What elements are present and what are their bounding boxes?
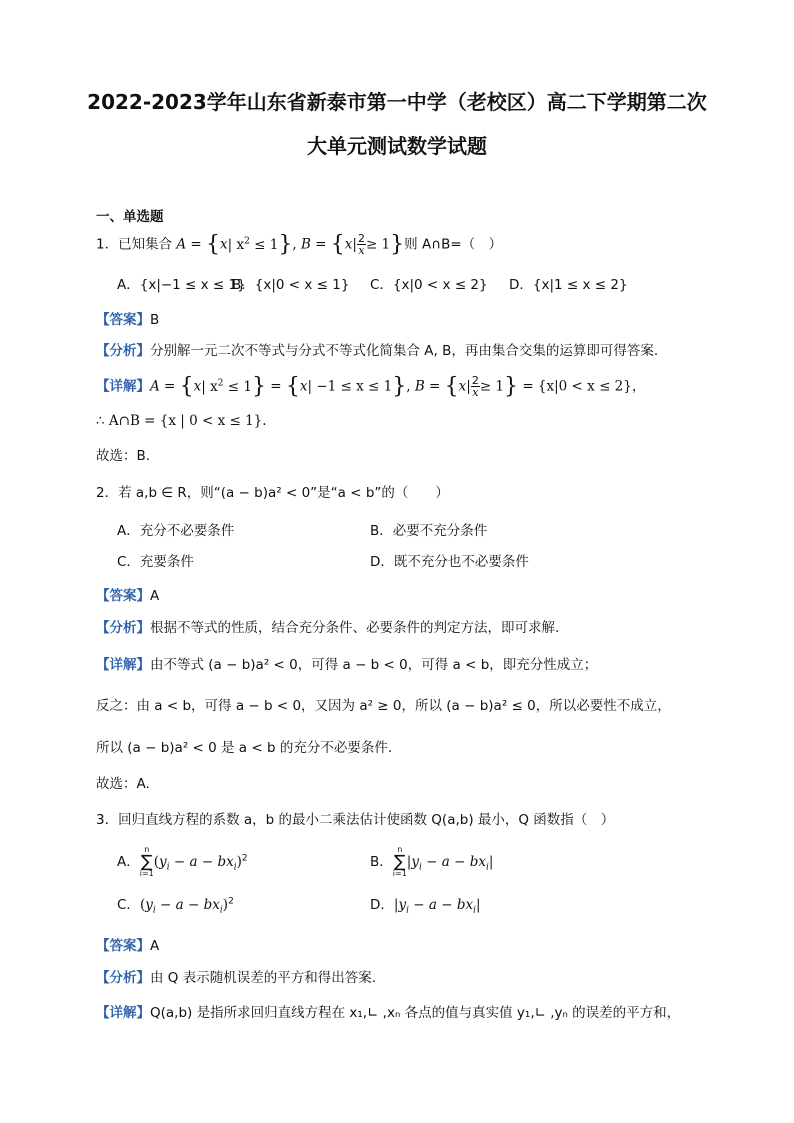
q2-option-c: C．充要条件	[117, 554, 194, 570]
q3-option-d-label: D．	[370, 897, 394, 913]
q3-analysis: 由 Q 表示随机误差的平方和得出答案.	[150, 970, 376, 986]
q1-option-a: A．{x|−1 ≤ x ≤ 1}	[117, 277, 246, 293]
q1-analysis: 分别解一元二次不等式与分式不等式化简集合 A, B，再由集合交集的运算即可得答案.	[150, 343, 659, 359]
q3-detail-row	[96, 1001, 680, 1021]
q3-analysis-row	[96, 966, 376, 986]
detail-tag: 【详解】	[96, 657, 150, 673]
q1-answer-row	[96, 308, 159, 328]
q1-stem-suffix: 则 A∩B=（ ）	[404, 236, 503, 253]
q3-stem: 3．回归直线方程的系数 a，b 的最小二乘法估计使函数 Q(a,b) 最小，Q 函数指（ ）	[96, 812, 615, 828]
q3-option-a: A．n ∑ $i=1(y_i - a - bx_i)^2$	[117, 845, 248, 878]
q3-detail: Q(a,b) 是指所求回归直线方程在 x₁,∟ ,xₙ 各点的值与真实值 y₁,∟ ,yₙ 的误差的平方和，	[150, 1005, 681, 1021]
q3-option-c: C．$(y_i - a - bx_i)^2$	[117, 896, 234, 916]
q2-analysis-row	[96, 616, 559, 636]
section-heading: 一、单选题	[96, 209, 164, 225]
q2-conclusion: 所以 (a − b)a² < 0 是 a < b 的充分不必要条件.	[96, 740, 393, 756]
q1-option-d: D．{x|1 ≤ x ≤ 2}	[509, 277, 628, 293]
q2-detail: 由不等式 (a − b)a² < 0，可得 a − b < 0，可得 a < b，即充分性成立；	[150, 657, 598, 673]
paper-title-line1: 2022-2023学年山东省新泰市第一中学（老校区）高二下学期第二次	[87, 90, 707, 114]
q3-option-b: B．n ∑ $i=1|y_i - a - bx_i|$	[370, 845, 494, 878]
answer-tag: 【答案】	[96, 938, 150, 954]
q3-option-c-label: C．	[117, 897, 140, 913]
answer-tag: 【答案】	[96, 312, 150, 328]
paper-title-line2: 大单元测试数学试题	[307, 134, 487, 158]
q2-option-d: D．既不充分也不必要条件	[370, 554, 529, 570]
q1-detail-tail: = {x|0 < x ≤ 2}，	[518, 378, 646, 395]
detail-tag: 【详解】	[96, 378, 150, 395]
q1-therefore: ∴ A∩B = {x | 0 < x ≤ 1}.	[96, 413, 267, 429]
q3-answer: A	[150, 938, 160, 954]
q3-option-b-label: B．	[370, 854, 393, 870]
q1-set-b: B	[300, 236, 311, 253]
answer-tag: 【答案】	[96, 588, 150, 604]
q2-analysis: 根据不等式的性质，结合充分条件、必要条件的判定方法，即可求解.	[150, 620, 560, 636]
q2-converse: 反之：由 a < b，可得 a − b < 0，又因为 a² ≥ 0，所以 (a − b)a² ≤ 0，所以必要性不成立，	[96, 698, 671, 714]
q2-answer-row	[96, 584, 159, 604]
q1-stem: 1．已知集合 A = {x| $x^2 \le 1$}, B = {x| $\frac{2}{x}$ ≥ 1}则 A∩B=（ ）	[96, 232, 503, 257]
q1-analysis-row	[96, 339, 658, 359]
q3-option-d: D．$|y_i - a - bx_i|$	[370, 897, 481, 916]
q1-stem-prefix: 1．已知集合	[96, 236, 173, 253]
q2-answer: A	[150, 588, 160, 604]
detail-tag: 【详解】	[96, 1005, 150, 1021]
analysis-tag: 【分析】	[96, 620, 150, 636]
q1-option-c: C．{x|0 < x ≤ 2}	[370, 277, 488, 293]
q1-set-a: A	[176, 236, 187, 253]
q1-choose: 故选：B.	[96, 448, 151, 464]
analysis-tag: 【分析】	[96, 970, 150, 986]
q2-stem: 2．若 a,b ∈ R，则“(a − b)a² < 0”是“a < b”的（ ）	[96, 485, 449, 501]
q1-detail-row: 【详解】A = {x| $x^2 \le 1\} = \{x| -1 \le x \le 1\}$, B = {x| $\frac{2}{x}$ ≥ 1} = {x|0 < x ≤ 2}，	[96, 374, 646, 399]
q2-option-b: B．必要不充分条件	[370, 523, 488, 539]
q2-option-a: A．充分不必要条件	[117, 523, 235, 539]
q2-choose: 故选：A.	[96, 776, 150, 792]
analysis-tag: 【分析】	[96, 343, 150, 359]
q1-option-b: B．{x|0 < x ≤ 1}	[232, 277, 350, 293]
q3-option-a-label: A．	[117, 854, 140, 870]
q3-answer-row	[96, 934, 159, 954]
q1-answer: B	[150, 312, 160, 328]
q2-detail-row	[96, 653, 597, 673]
